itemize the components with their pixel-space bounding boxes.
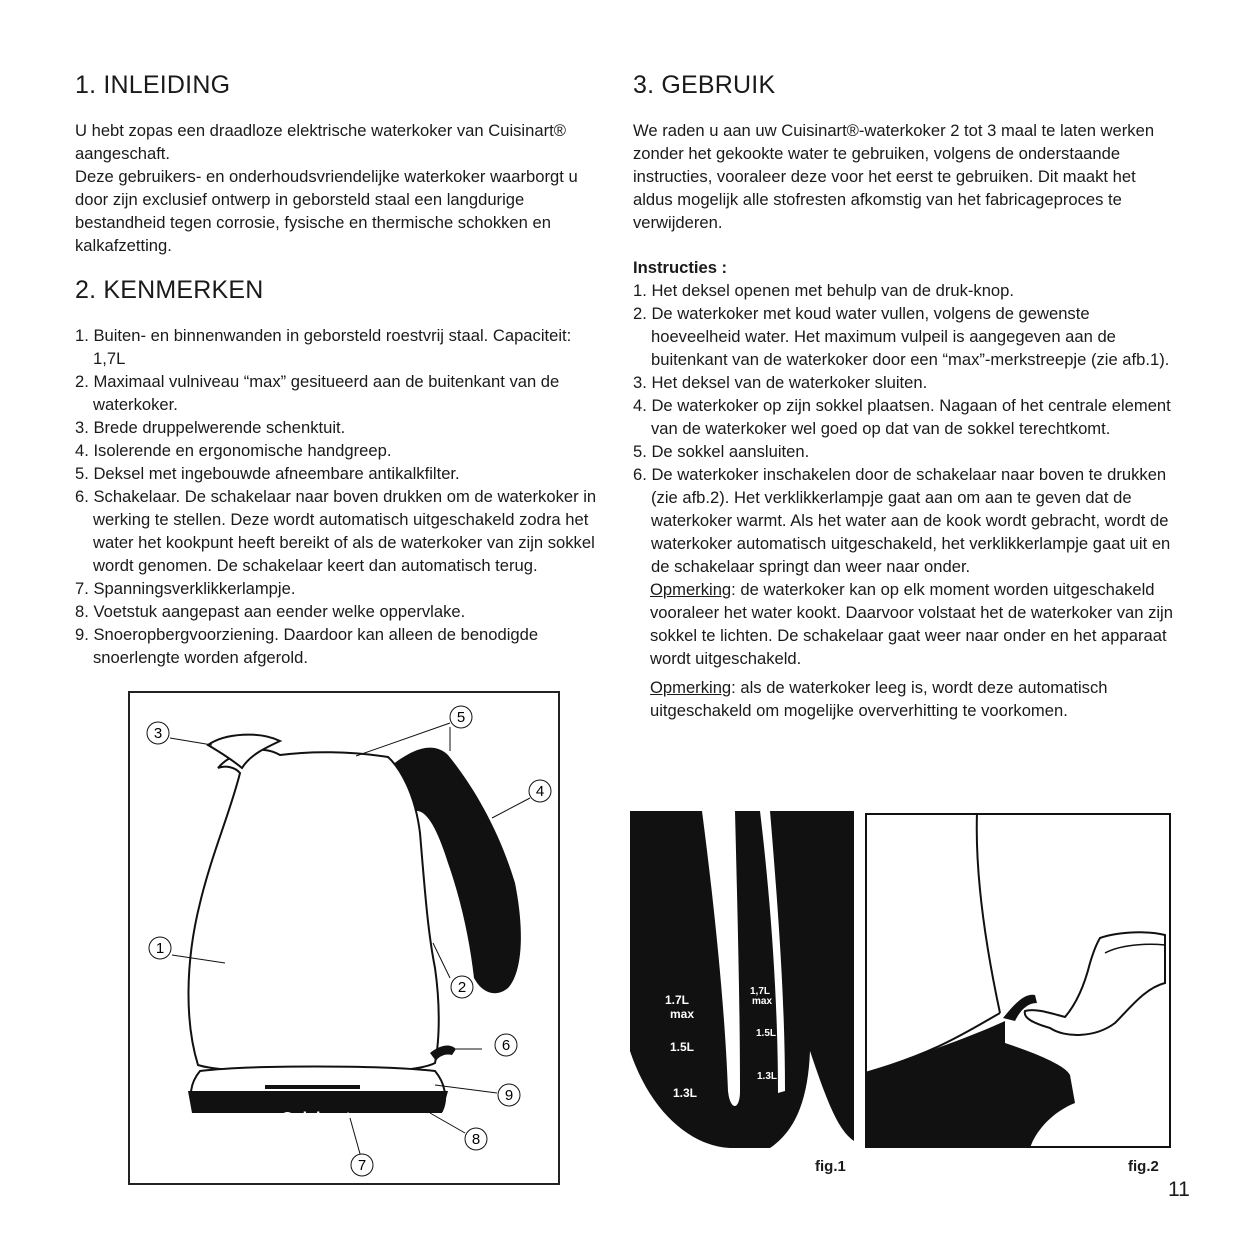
- feature-item: 9. Snoeropbergvoorziening. Daardoor kan alleen de benodigde snoerlengte worden afgerold.: [75, 625, 539, 667]
- mark-right-3: 1.3L: [757, 1071, 778, 1082]
- switch-illustration: [865, 813, 1171, 1148]
- instructions-title: Instructies :: [633, 258, 728, 277]
- kettle-diagram: [128, 691, 560, 1185]
- body-shape: [188, 750, 438, 1074]
- feature-item: 8. Voetstuk aangepast aan eender welke oppervlake.: [75, 602, 466, 621]
- callout-6: 6: [501, 1037, 511, 1054]
- feature-item: 4. Isolerende en ergonomische handgreep.: [75, 441, 392, 460]
- note-label: Opmerking: [650, 580, 732, 599]
- figure-1: [630, 811, 854, 1148]
- note-1: [633, 578, 1173, 670]
- callout-7: 7: [357, 1157, 367, 1174]
- callout-9: 9: [504, 1087, 514, 1104]
- fig2-caption: fig.2: [1128, 1158, 1159, 1175]
- feature-item: 3. Brede druppelwerende schenktuit.: [75, 418, 346, 437]
- figure-2: [865, 813, 1171, 1148]
- mark-right-max: max: [752, 996, 773, 1007]
- intro-heading: 1. INLEIDING: [75, 71, 231, 99]
- intro-paragraph-2: Deze gebruikers- en onderhoudsvriendelijke waterkoker waarborgt u door zijn exclusief ontwerp in geborsteld staal een langdurige bestandheid tegen corrosie, fysische en thermische schokken en kalkafzetting.: [75, 167, 578, 255]
- kettle-illustration: [130, 693, 558, 1183]
- page-number: 11: [1168, 1178, 1190, 1201]
- mark-left-1: 1.7L: [665, 993, 690, 1007]
- mark-right-2: 1.5L: [756, 1028, 777, 1039]
- instruction-item: 6. De waterkoker inschakelen door de schakelaar naar boven te drukken (zie afb.2). Het verklikkerlampje gaat aan om aan te geven dat de waterkoker warmt. Als het water aan de kook wordt gebracht, wordt de waterkoker automatisch uitgeschakeld, het verklikkerlampje gaat uit en de schakelaar springt dan weer naar onder.: [633, 465, 1171, 576]
- feature-item: 7. Spanningsverklikkerlampje.: [75, 579, 296, 598]
- callout-3: 3: [153, 725, 163, 742]
- instruction-item: 2. De waterkoker met koud water vullen, volgens de gewenste hoeveelheid water. Het maximum vulpeil is aangegeven aan de buitenkant van de waterkoker door een “max”-merkstreepje (zie afb.1).: [633, 304, 1170, 369]
- instruction-item: 1. Het deksel openen met behulp van de druk-knop.: [633, 281, 1014, 300]
- mark-right-1: 1,7L: [750, 986, 771, 997]
- instruction-item: 4. De waterkoker op zijn sokkel plaatsen. Nagaan of het centrale element van de waterkoker wel goed op dat van de sokkel terechtkomt.: [633, 396, 1171, 438]
- indicator-light: [265, 1085, 360, 1089]
- feature-item: 6. Schakelaar. De schakelaar naar boven drukken om de waterkoker in werking te stellen. Deze wordt automatisch uitgeschakeld zodra het water het kookpunt heeft bereikt of als de waterkoker van zijn sokkel wordt genomen. De schakelaar keert dan automatisch terug.: [75, 487, 597, 575]
- water-level-illustration: [630, 811, 854, 1148]
- right-column: [633, 68, 1173, 722]
- use-heading: 3. GEBRUIK: [633, 71, 776, 99]
- left-column: [75, 68, 605, 669]
- feature-item: 2. Maximaal vulniveau “max” gesitueerd aan de buitenkant van de waterkoker.: [75, 372, 560, 414]
- mark-left-max: max: [670, 1007, 695, 1021]
- fig1-caption: fig.1: [815, 1158, 846, 1175]
- callout-8: 8: [471, 1131, 481, 1148]
- use-paragraph: We raden u aan uw Cuisinart®-waterkoker 2 tot 3 maal te laten werken zonder het gekookte water te gebruiken, volgens de onderstaande instructies, vooraleer deze voor het eerst te gebruiken. Dit maakt het aldus mogelijk alle stofresten afkomstig van het fabricageproces te verwijderen.: [633, 121, 1155, 232]
- note-1-text: : de waterkoker kan op elk moment worden uitgeschakeld vooraleer het water kookt. Daarvoor volstaat het de waterkoker van zijn sokkel te lichten. De schakelaar gaat weer naar onder en het apparaat wordt uitgeschakeld.: [650, 580, 1173, 668]
- callout-1: 1: [155, 940, 165, 957]
- brand-logo: Cuisinart: [281, 1110, 351, 1127]
- intro-paragraph-1: U hebt zopas een draadloze elektrische waterkoker van Cuisinart® aangeschaft.: [75, 121, 566, 163]
- features-heading: 2. KENMERKEN: [75, 276, 264, 304]
- callout-4: 4: [535, 783, 545, 800]
- feature-item: 1. Buiten- en binnenwanden in geborsteld roestvrij staal. Capaciteit: 1,7L: [75, 326, 572, 368]
- note-2-text: : als de waterkoker leeg is, wordt deze automatisch uitgeschakeld om mogelijke oververhitting te voorkomen.: [650, 678, 1108, 720]
- features-list: [75, 324, 605, 669]
- instruction-item: 3. Het deksel van de waterkoker sluiten.: [633, 373, 928, 392]
- note-2: [633, 676, 1173, 722]
- callout-2: 2: [457, 979, 467, 996]
- mark-left-2: 1.5L: [670, 1040, 695, 1054]
- mark-left-3: 1.3L: [673, 1086, 698, 1100]
- instruction-item: 5. De sokkel aansluiten.: [633, 442, 810, 461]
- feature-item: 5. Deksel met ingebouwde afneembare antikalkfilter.: [75, 464, 460, 483]
- callout-5: 5: [456, 709, 466, 726]
- instructions-list: [633, 279, 1173, 578]
- note-label: Opmerking: [650, 678, 732, 697]
